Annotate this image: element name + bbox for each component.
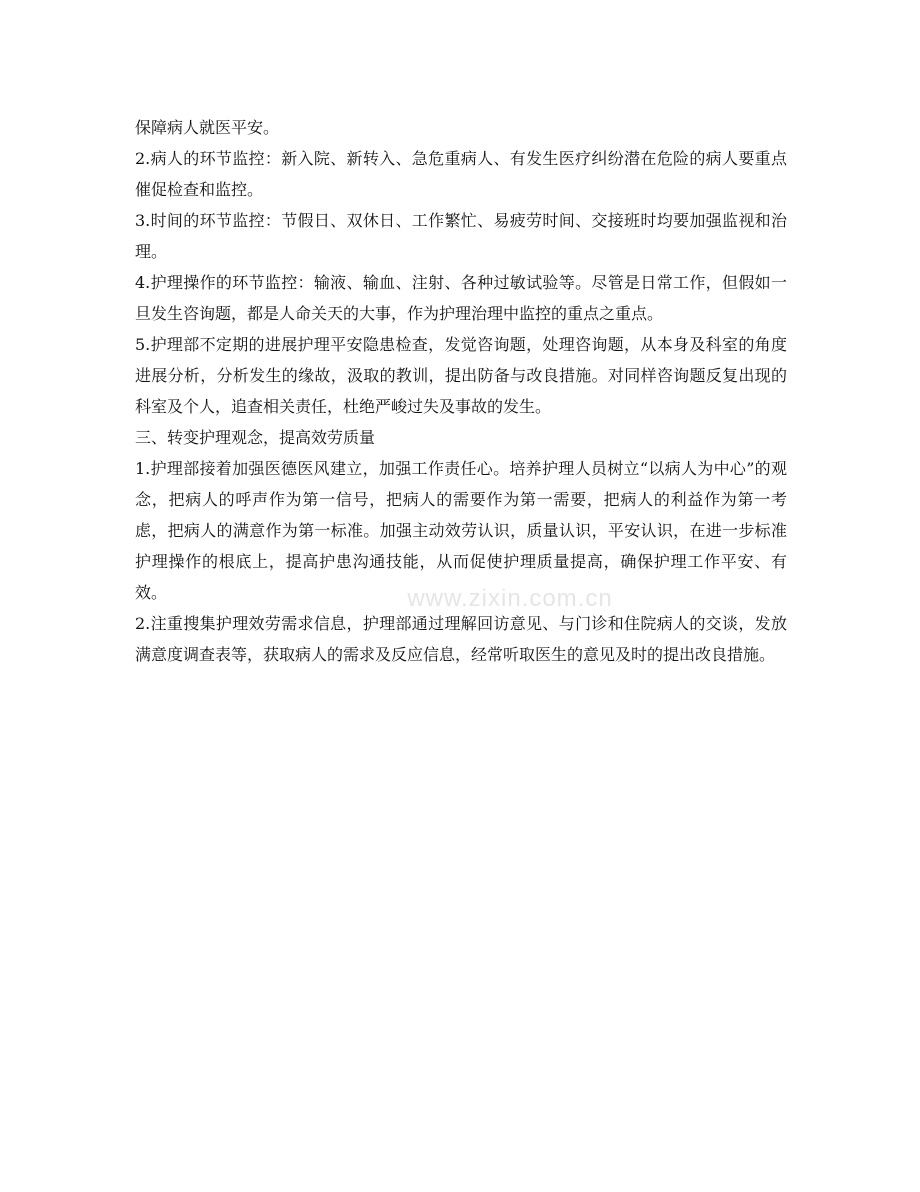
paragraph: 5.护理部不定期的进展护理平安隐患检查，发觉咨询题，处理咨询题，从本身及科室的角度进展分析，分析发生的缘故，汲取的教训，提出防备与改良措施。对同样咨询题反复出现的科室及个人，追查相关责任，杜绝严峻过失及事故的发生。 <box>135 335 787 416</box>
paragraph: 2.注重搜集护理效劳需求信息，护理部通过理解回访意见、与门诊和住院病人的交谈，发放满意度调查表等，获取病人的需求及反应信息，经常听取医生的意见及时的提出改良措施。 <box>135 614 787 664</box>
paragraph: 保障病人就医平安。 <box>135 118 280 137</box>
watermark: www.zixin.com.cn <box>407 585 613 612</box>
paragraph: 1.护理部接着加强医德医风建立，加强工作责任心。培养护理人员树立“以病人为中心”的观念，把病人的呼声作为第一信号，把病人的需要作为第一需要，把病人的利益作为第一考虑，把病人的满意作为第一标准。加强主动效劳认识，质量认识，平安认识，在进一步标准护理操作的根底上，提高护患沟通技能，从而促使护理质量提高，确保护理工作平安、有效。 <box>135 459 787 602</box>
paragraph: 2.病人的环节监控：新入院、新转入、急危重病人、有发生医疗纠纷潜在危险的病人要重点催促检查和监控。 <box>135 149 787 199</box>
document-body <box>135 112 787 670</box>
paragraph: 4.护理操作的环节监控：输液、输血、注射、各种过敏试验等。尽管是日常工作，但假如一旦发生咨询题，都是人命关天的大事，作为护理治理中监控的重点之重点。 <box>135 273 787 323</box>
section-heading: 三、转变护理观念，提高效劳质量 <box>135 428 376 447</box>
paragraph: 3.时间的环节监控：节假日、双休日、工作繁忙、易疲劳时间、交接班时均要加强监视和治理。 <box>135 211 787 261</box>
